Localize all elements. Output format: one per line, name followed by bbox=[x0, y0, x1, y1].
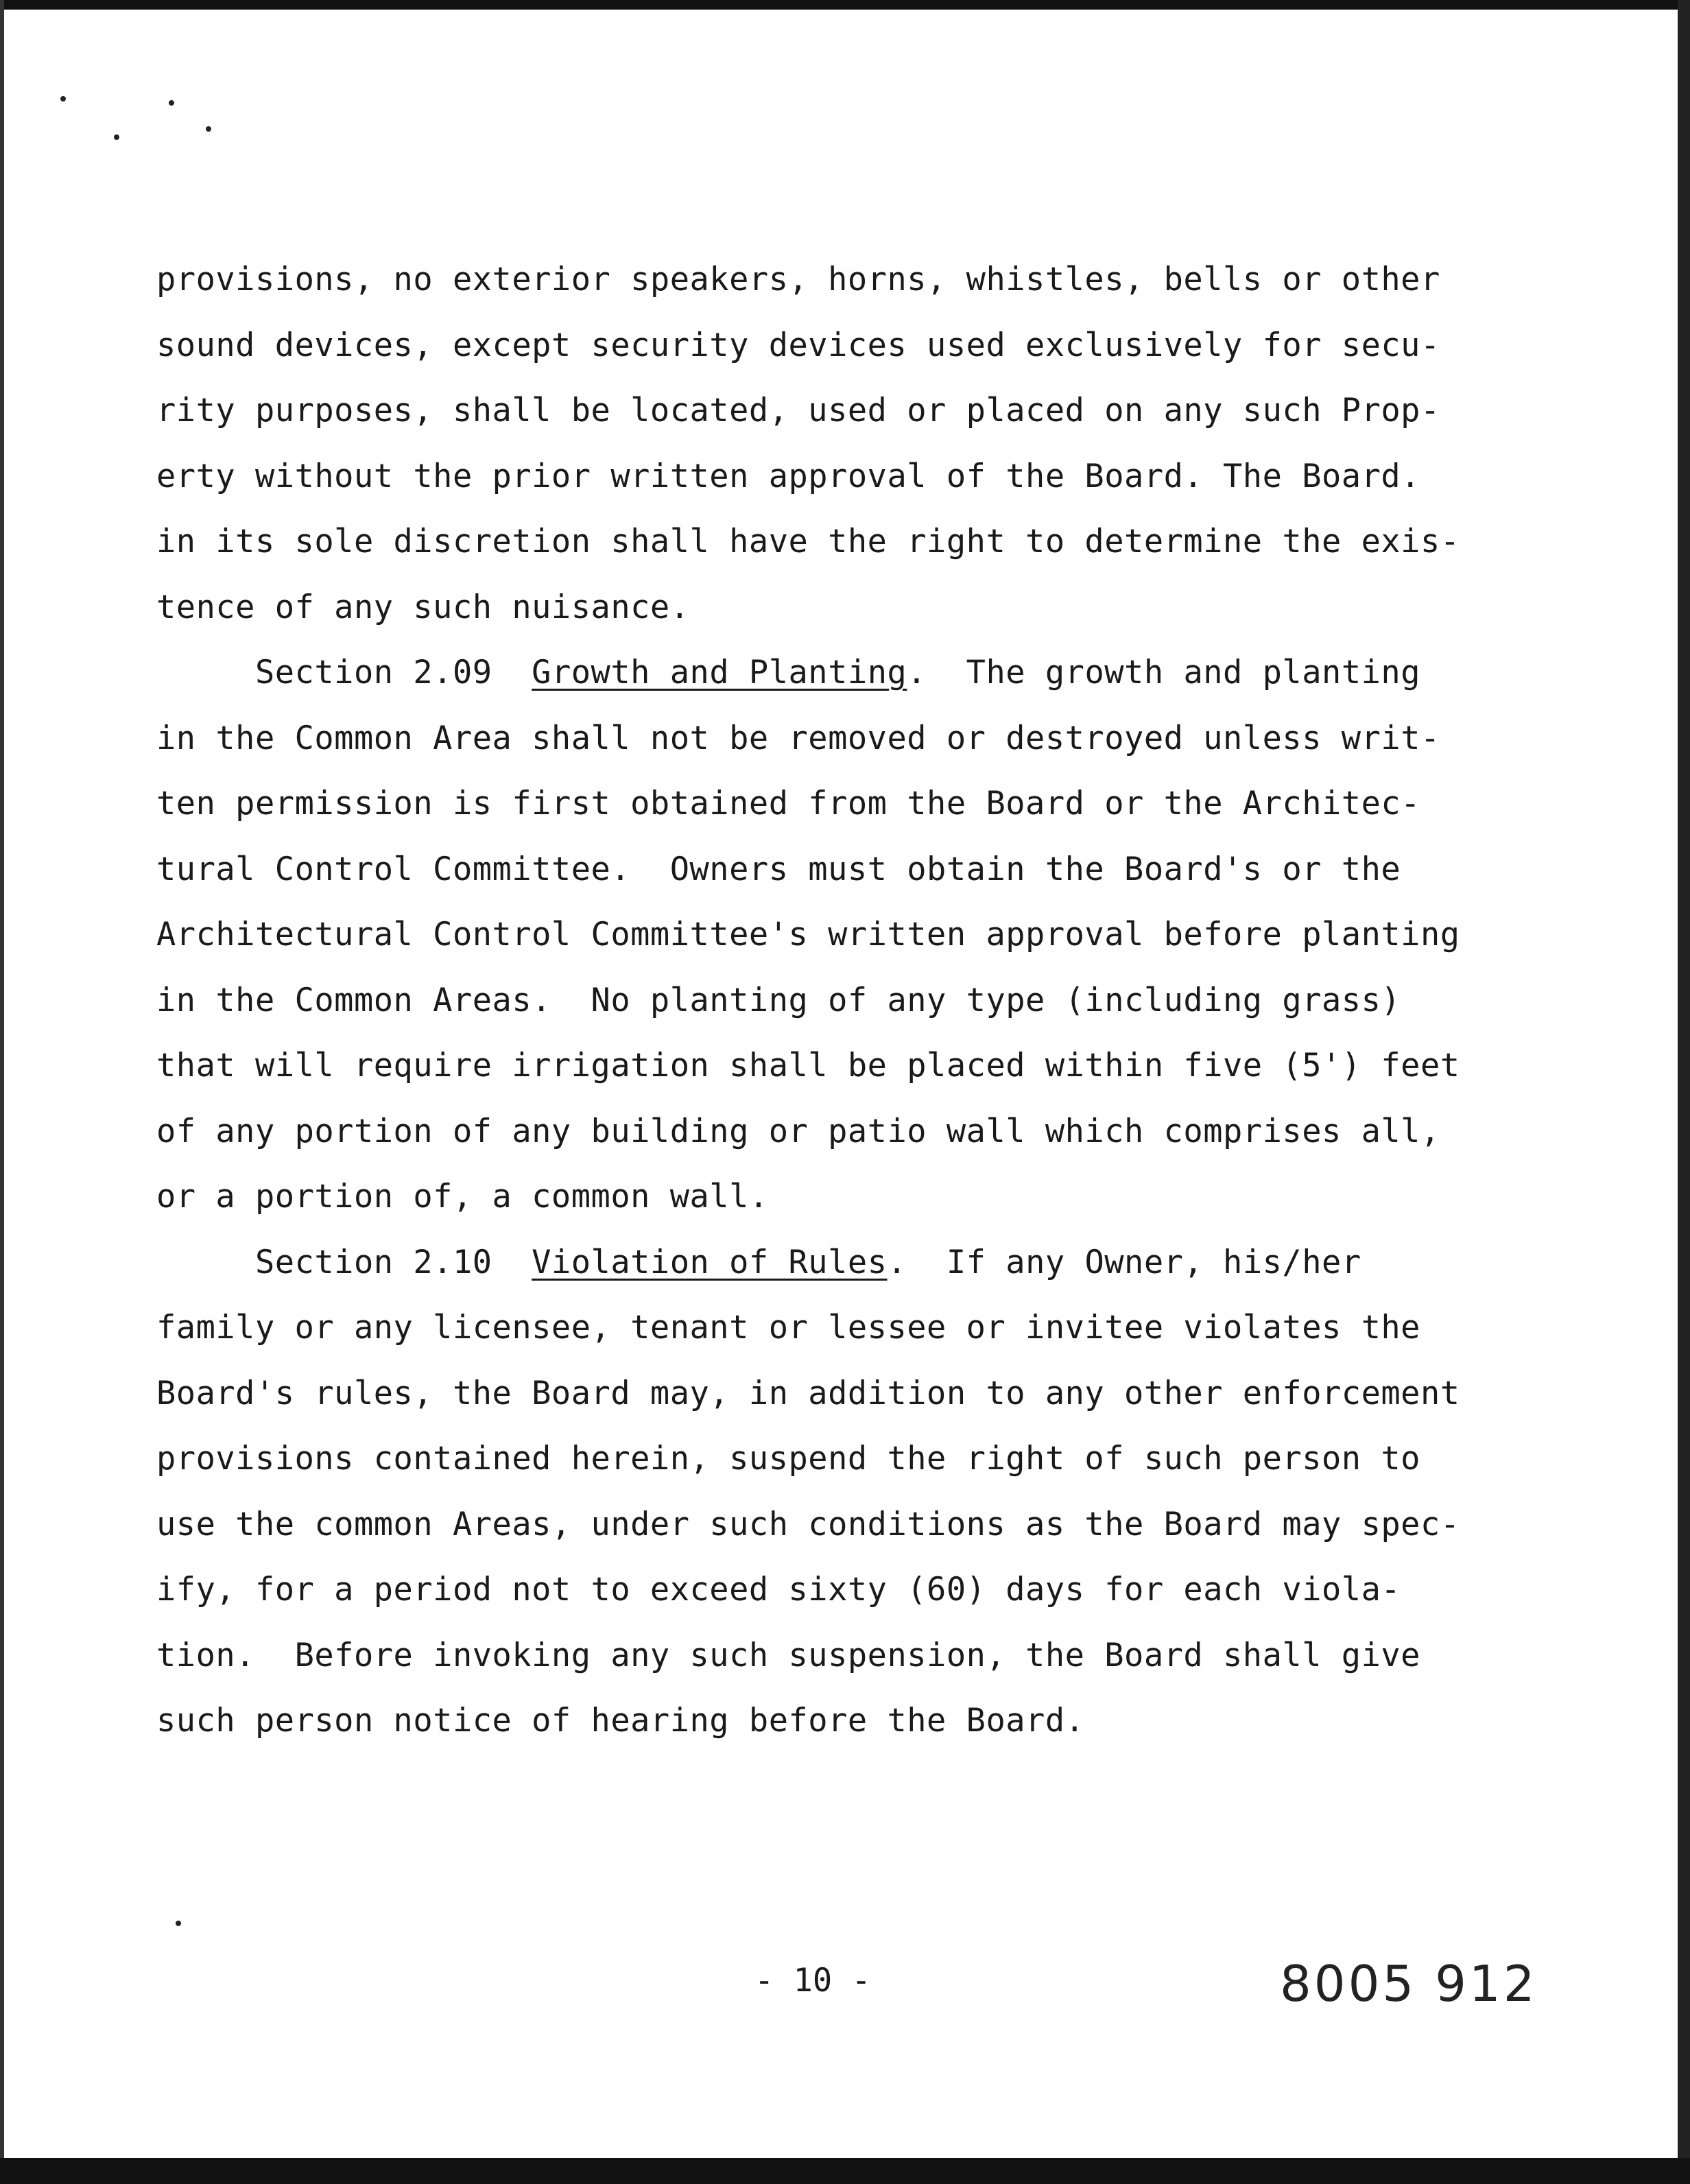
body-line: Architectural Control Committee's written approval before planting bbox=[156, 916, 1460, 953]
body-line: in its sole discretion shall have the right to determine the exis- bbox=[156, 523, 1460, 560]
body-line: tion. Before invoking any such suspension, the Board shall give bbox=[156, 1636, 1420, 1674]
body-line: or a portion of, a common wall. bbox=[156, 1178, 769, 1215]
body-line: Board's rules, the Board may, in addition to any other enforcement bbox=[156, 1374, 1460, 1412]
body-line: ify, for a period not to exceed sixty (60) days for each viola- bbox=[156, 1571, 1401, 1609]
document-code: 8005 912 bbox=[1280, 1955, 1538, 2013]
section-2-10-label: Section 2.10 bbox=[255, 1243, 492, 1281]
scan-speck bbox=[206, 126, 211, 132]
body-line: rity purposes, shall be located, used or placed on any such Prop- bbox=[156, 392, 1440, 429]
body-line: in the Common Area shall not be removed or destroyed unless writ- bbox=[156, 719, 1440, 757]
section-2-09-label: Section 2.09 bbox=[255, 654, 492, 691]
body-line: of any portion of any building or patio wall which comprises all, bbox=[156, 1112, 1440, 1150]
scan-edge-bottom bbox=[0, 2158, 1690, 2184]
body-line: ten permission is first obtained from the Board or the Architec- bbox=[156, 785, 1420, 822]
body-line: tence of any such nuisance. bbox=[156, 588, 690, 626]
scan-speck bbox=[169, 100, 174, 106]
body-line: that will require irrigation shall be placed within five (5') feet bbox=[156, 1047, 1460, 1084]
scan-edge-left bbox=[0, 0, 4, 2184]
page-number: - 10 - bbox=[754, 1962, 871, 1999]
body-line: such person notice of hearing before the Board. bbox=[156, 1702, 1085, 1740]
body-line: use the common Areas, under such conditions as the Board may spec- bbox=[156, 1505, 1460, 1543]
section-2-09-heading: Growth and Planting bbox=[532, 654, 907, 691]
section-2-09-title-line bbox=[156, 640, 1473, 706]
body-line: tural Control Committee. Owners must obtain the Board's or the bbox=[156, 850, 1401, 888]
section-2-09-first-line: . The growth and planting bbox=[907, 654, 1421, 691]
section-2-10-first-line: . If any Owner, his/her bbox=[887, 1243, 1361, 1281]
section-2-10-heading: Violation of Rules bbox=[532, 1243, 888, 1281]
body-line: erty without the prior written approval of the Board. The Board. bbox=[156, 457, 1420, 495]
body-line: sound devices, except security devices used exclusively for secu- bbox=[156, 326, 1440, 364]
section-2-10-title-line bbox=[156, 1230, 1473, 1296]
body-line: provisions, no exterior speakers, horns, whistles, bells or other bbox=[156, 261, 1440, 298]
body-line: family or any licensee, tenant or lessee or invitee violates the bbox=[156, 1309, 1420, 1346]
scan-speck bbox=[176, 1921, 181, 1926]
body-line: provisions contained herein, suspend the right of such person to bbox=[156, 1440, 1420, 1477]
body-line: in the Common Areas. No planting of any type (including grass) bbox=[156, 981, 1401, 1019]
scan-edge-top bbox=[0, 0, 1690, 10]
scan-speck bbox=[114, 134, 119, 140]
document-body bbox=[156, 247, 1473, 1754]
scan-speck bbox=[60, 96, 66, 102]
scan-edge-right bbox=[1678, 0, 1690, 2184]
